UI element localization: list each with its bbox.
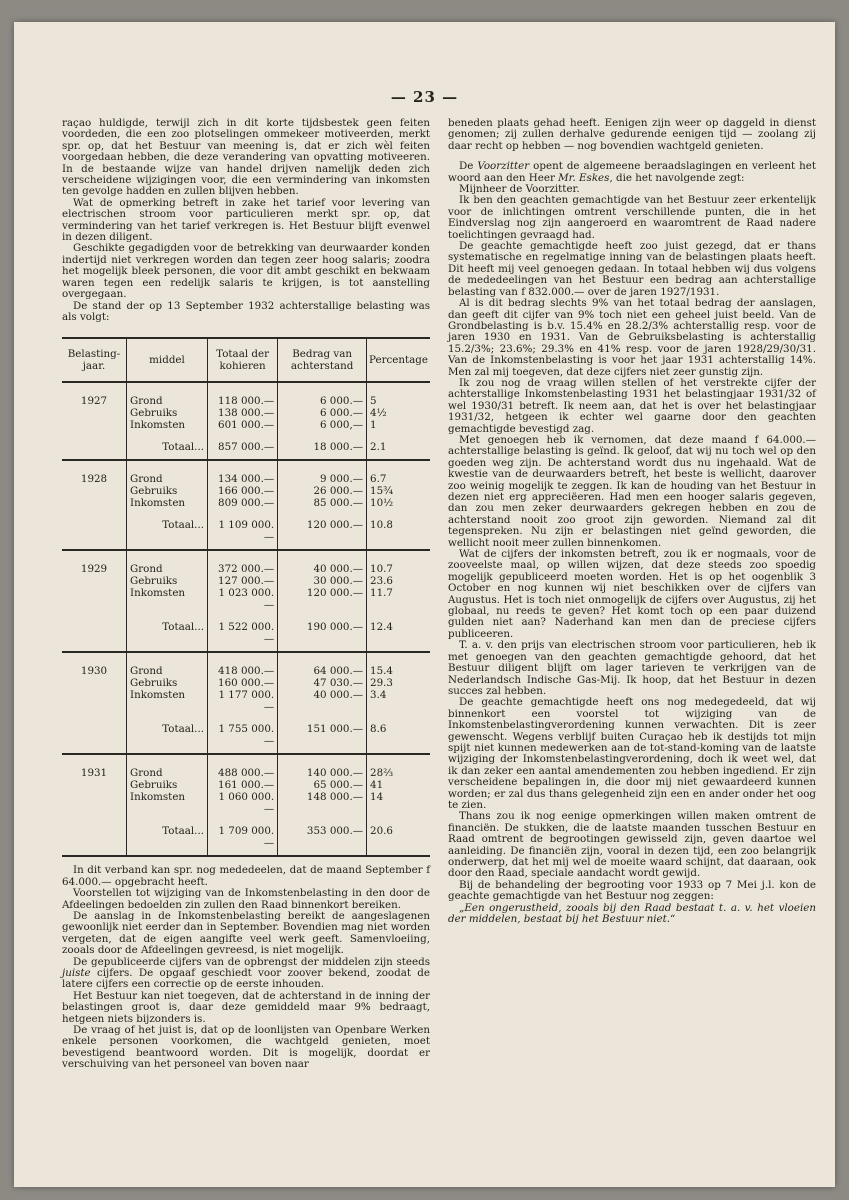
percentage-cell: 15¾ bbox=[367, 485, 430, 497]
percentage-cell: 23.6 bbox=[367, 575, 430, 587]
total-label-cell: Totaal... bbox=[127, 431, 208, 460]
arrears-cell: 6 000,— bbox=[278, 419, 367, 431]
year-cell: 1927 bbox=[80, 395, 108, 408]
year-cell bbox=[62, 485, 127, 497]
speaker-name: Mr. Eskes bbox=[558, 171, 610, 184]
total-cell: 1 709 000.— bbox=[208, 815, 278, 856]
year-cell bbox=[62, 431, 127, 460]
total-cell: 134 000.— bbox=[208, 460, 278, 485]
year-cell bbox=[62, 509, 127, 550]
means-cell: Inkomsten bbox=[127, 587, 208, 611]
year-cell bbox=[62, 575, 127, 587]
speaker-name: Voorzitter bbox=[477, 160, 530, 173]
total-cell: 166 000.— bbox=[208, 485, 278, 497]
table-row bbox=[62, 779, 430, 791]
percentage-cell: 10½ bbox=[367, 497, 430, 509]
text-run: De gepubliceerde cijfers van de opbrengst der middelen zijn steeds bbox=[73, 955, 430, 968]
percentage-cell: 6.7 bbox=[367, 460, 430, 485]
total-cell: 161 000.— bbox=[208, 779, 278, 791]
paragraph: De stand der op 13 September 1932 achterstallige belasting was als volgt: bbox=[62, 299, 430, 323]
total-cell: 857 000.— bbox=[208, 431, 278, 460]
year-cell: 1930 bbox=[80, 665, 108, 678]
arrears-cell: 65 000.— bbox=[278, 779, 367, 791]
total-label-cell: Totaal... bbox=[127, 713, 208, 754]
arrears-cell: 26 000.— bbox=[278, 485, 367, 497]
right-column bbox=[448, 118, 816, 925]
percentage-cell: 20.6 bbox=[367, 815, 430, 856]
table-row bbox=[62, 652, 430, 677]
paragraph: Geschikte gegadigden voor de betrekking van deurwaarder konden indertijd niet verkregen worden dan tegen zeer hoog salaris; zoodra het mogelijk bleek personen, die voor dit ambt geschikt en bekwaam waren tegen een redelijk salaris te krijgen, is tot aanstelling overgegaan. bbox=[62, 242, 430, 301]
header-total: Totaal der kohieren bbox=[208, 338, 278, 382]
text-run: cijfers. De opgaaf geschiedt voor zoover bekend, zoodat de latere cijfers een correctie op de eerste inhouden. bbox=[62, 966, 430, 991]
table-total-row bbox=[62, 509, 430, 550]
means-cell: Gebruiks bbox=[127, 575, 208, 587]
total-cell: 372 000.— bbox=[208, 550, 278, 575]
year-cell bbox=[62, 713, 127, 754]
percentage-cell: 4½ bbox=[367, 407, 430, 419]
text-run: De bbox=[459, 160, 478, 173]
percentage-cell: 29.3 bbox=[367, 677, 430, 689]
arrears-cell: 148 000.— bbox=[278, 791, 367, 815]
percentage-cell: 10.8 bbox=[367, 509, 430, 550]
paragraph: Mijnheer de Voorzitter. bbox=[459, 183, 580, 196]
paragraph: Al is dit bedrag slechts 9% van het totaal bedrag der aanslagen, dan geeft dit cijfer van 9% toch niet een geheel juist beeld. Van de Grondbelasting is b.v. 15.4% en 28.2/3% achterstallig resp. voor de jaren 1930 en 1931. Van de Gebruiksbelasting is achterstallig 15.2/3%; 23.6%; 29.3% en 41% resp. voor de jaren 1928/29/30/31. Van de Inkomstenbelasting is voor het jaar 1931 achterstallig 14%. Men zal mij toegeven, dat deze cijfers niet zeer gunstig zijn. bbox=[448, 297, 816, 378]
paragraph: raçao huldigde, terwijl zich in dit korte tijdsbestek geen feiten voordeden, die een zoo plotselingen ommekeer motiveerden, merkt spr. op, dat het Bestuur van meening is, dat er zich wèl feiten voorgedaan hebben, die deze verandering van opvatting motiveeren. In de bestaande wijze van handel drijven namelijk deden zich verscheidene wijzigingen voor, die een vermindering van inkomsten ten gevolge hadden en zullen blijven hebben. bbox=[62, 117, 430, 198]
text-run: opent de algemeene beraadslagingen en verleent het woord aan den Heer bbox=[448, 160, 817, 184]
arrears-cell: 140 000.— bbox=[278, 754, 367, 779]
newspaper-page bbox=[14, 22, 835, 1187]
total-cell: 1 755 000.— bbox=[208, 713, 278, 754]
arrears-table bbox=[62, 337, 430, 857]
header-percentage: Percentage bbox=[367, 338, 430, 382]
arrears-cell: 30 000.— bbox=[278, 575, 367, 587]
left-column bbox=[62, 118, 430, 1071]
total-cell: 1 522 000.— bbox=[208, 611, 278, 652]
paragraph: Het Bestuur kan niet toegeven, dat de achterstand in de inning der belastingen groot is, daar deze gemiddeld maar 9% bedraagt, hetgeen niets bijzonders is. bbox=[62, 989, 430, 1025]
total-label-cell: Totaal... bbox=[127, 509, 208, 550]
table-row bbox=[62, 497, 430, 509]
table-body bbox=[62, 382, 430, 856]
header-arrears: Bedrag van achterstand bbox=[278, 338, 367, 382]
total-cell: 1 060 000.— bbox=[208, 791, 278, 815]
paragraph: beneden plaats gehad heeft. Eenigen zijn weer op daggeld in dienst genomen; zij zullen derhalve gedurende eenigen tijd — zoolang zij daar recht op hebben — nog bovendien wachtgeld genieten. bbox=[448, 117, 816, 152]
year-cell: 1931 bbox=[80, 767, 108, 780]
means-cell: Gebruiks bbox=[127, 677, 208, 689]
paragraph: Met genoegen heb ik vernomen, dat deze maand f 64.000.— achterstallige belasting is geïnd. Ik geloof, dat wij nu toch wel op den goeden weg zijn. De achterstand wordt dus nu ingehaald. Wat de kwestie van de deurwaarders betreft, het beste is wellicht, daarover zoo weinig mogelijk te zeggen. Ik kan de houding van het Bestuur in dezen niet erg appreciëeren. Had men een hooger salaris gegeven, dan zou men zeker deurwaarders gekregen hebben en zou de achterstand nooit zoo groot zijn geworden. Niemand zal dit tegenspreken. Nu zijn er belastingen niet geïnd geworden, die wellicht nooit meer zullen binnenkomen. bbox=[448, 433, 816, 549]
arrears-cell: 47 030.— bbox=[278, 677, 367, 689]
year-cell bbox=[62, 419, 127, 431]
paragraph: De geachte gemachtigde heeft zoo juist gezegd, dat er thans systematische en regelmatige inning van de belastingen plaats heeft. Dit heeft mij veel genoegen gedaan. In totaal hebben wij dus volgens de mededeelingen van het Bestuur een bedrag aan achterstallige belasting van f 832.000.— over de jaren 1927/1931. bbox=[448, 240, 816, 298]
total-label-cell: Totaal... bbox=[127, 611, 208, 652]
percentage-cell: 3.4 bbox=[367, 689, 430, 713]
quote: „Een ongerustheid, zooals bij den Raad bestaat t. a. v. het vloeien der middelen, bestaat bij het Bestuur niet.“ bbox=[448, 901, 816, 926]
means-cell: Inkomsten bbox=[127, 419, 208, 431]
table-row bbox=[62, 460, 430, 485]
total-cell: 601 000.— bbox=[208, 419, 278, 431]
total-cell: 418 000.— bbox=[208, 652, 278, 677]
arrears-cell: 18 000.— bbox=[278, 431, 367, 460]
paragraph: Ik ben den geachten gemachtigde van het Bestuur zeer erkentelijk voor de inlichtingen omtrent verschillende punten, die in het Eindverslag nog zijn aangeroerd en waaromtrent de Raad nadere toelichtingen gevraagd had. bbox=[448, 194, 816, 241]
arrears-cell: 120 000.— bbox=[278, 587, 367, 611]
paragraph: Voorstellen tot wijziging van de Inkomstenbelasting in den door de Afdeelingen bedoelden zin zullen den Raad binnenkort bereiken. bbox=[62, 887, 430, 911]
paragraph: De geachte gemachtigde heeft ons nog medegedeeld, dat wij binnenkort een voorstel tot wijziging van de Inkomstenbelastingverordening kunnen verwachten. Dit is zeer gewenscht. Wegens verblijf buiten Curaçao heb ik destijds tot mijn spijt niet kunnen medewerken aan de tot-stand-koming van de laatste wijziging der Inkomstenbelastingverordening, doch ik weet wel, dat ik dan zeker een aantal amendementen zou hebben ingediend. Er zijn verscheidene bepalingen in, die door mij niet gewaardeerd kunnen worden; er zal dus thans gelegenheid zijn een en ander onder het oog te zien. bbox=[448, 696, 816, 811]
percentage-cell: 11.7 bbox=[367, 587, 430, 611]
table-total-row bbox=[62, 611, 430, 652]
year-cell bbox=[62, 815, 127, 856]
percentage-cell: 12.4 bbox=[367, 611, 430, 652]
means-cell: Grond bbox=[127, 754, 208, 779]
total-cell: 1 177 000.— bbox=[208, 689, 278, 713]
paragraph: Thans zou ik nog eenige opmerkingen willen maken omtrent de financiën. De stukken, die de laatste maanden tusschen Bestuur en Raad omtrent de begrootingen gewisseld zijn, geven daartoe wel aanleiding. De financiën zijn, vooral in dezen tijd, een zoo belangrijk onderwerp, dat het mij wel de moeite waard schijnt, dat daaraan, ook door den Raad, speciale aandacht wordt gewijd. bbox=[448, 810, 816, 880]
arrears-cell: 85 000.— bbox=[278, 497, 367, 509]
page-number: — 23 — bbox=[390, 88, 459, 106]
year-cell bbox=[62, 587, 127, 611]
paragraph bbox=[448, 161, 816, 184]
means-cell: Inkomsten bbox=[127, 791, 208, 815]
total-cell: 1 023 000.— bbox=[208, 587, 278, 611]
arrears-cell: 40 000.— bbox=[278, 689, 367, 713]
year-cell bbox=[62, 611, 127, 652]
emphasis: juiste bbox=[62, 966, 91, 979]
arrears-cell: 6 000.— bbox=[278, 382, 367, 407]
means-cell: Grond bbox=[127, 382, 208, 407]
table-row bbox=[62, 677, 430, 689]
percentage-cell: 5 bbox=[367, 382, 430, 407]
percentage-cell: 28⅔ bbox=[367, 754, 430, 779]
means-cell: Inkomsten bbox=[127, 497, 208, 509]
table-row bbox=[62, 575, 430, 587]
paragraph: In dit verband kan spr. nog mededeelen, dat de maand September f 64.000.— opgebracht heeft. bbox=[62, 864, 430, 888]
paragraph: Wat de opmerking betreft in zake het tarief voor levering van electrischen stroom voor particulieren merkt spr. op, dat vermindering van het tarief verkregen is. Het Bestuur blijft evenwel in dezen diligent. bbox=[62, 196, 430, 244]
percentage-cell: 14 bbox=[367, 791, 430, 815]
arrears-cell: 64 000.— bbox=[278, 652, 367, 677]
table-row bbox=[62, 550, 430, 575]
paragraph: Bij de behandeling der begrooting voor 1933 op 7 Mei j.l. kon de geachte gemachtigde van het Bestuur nog zeggen: bbox=[448, 878, 816, 903]
table-header-row bbox=[62, 338, 430, 382]
total-label-cell: Totaal... bbox=[127, 815, 208, 856]
table-row bbox=[62, 419, 430, 431]
percentage-cell: 10.7 bbox=[367, 550, 430, 575]
paragraph: T. a. v. den prijs van electrischen stroom voor particulieren, heb ik met genoegen van den geachten gemachtigde gehoord, dat het Bestuur diligent blijft om lager tarieven te verkrijgen van de Nederlandsch Indische Gas-Mij. Ik hoop, dat het Bestuur in dezen succes zal hebben. bbox=[448, 639, 816, 697]
table-total-row bbox=[62, 713, 430, 754]
year-cell bbox=[62, 677, 127, 689]
year-cell: 1929 bbox=[80, 563, 108, 576]
percentage-cell: 8.6 bbox=[367, 713, 430, 754]
total-cell: 138 000.— bbox=[208, 407, 278, 419]
means-cell: Gebruiks bbox=[127, 485, 208, 497]
means-cell: Gebruiks bbox=[127, 407, 208, 419]
paragraph: Ik zou nog de vraag willen stellen of het verstrekte cijfer der achterstallige Inkomstenbelasting 1931 het belastingjaar 1931/32 of wel 1930/31 betreft. Ik neem aan, dat het is over het belastingjaar 1931/32, hetgeen ik echter wel gaarne door den geachten gemachtigde bevestigd zag. bbox=[448, 376, 816, 435]
arrears-cell: 151 000.— bbox=[278, 713, 367, 754]
table-row bbox=[62, 791, 430, 815]
total-cell: 160 000.— bbox=[208, 677, 278, 689]
year-cell bbox=[62, 497, 127, 509]
means-cell: Grond bbox=[127, 550, 208, 575]
means-cell: Grond bbox=[127, 460, 208, 485]
means-cell: Gebruiks bbox=[127, 779, 208, 791]
arrears-cell: 353 000.— bbox=[278, 815, 367, 856]
text-run: , die het navolgende zegt: bbox=[609, 171, 745, 184]
table-row bbox=[62, 754, 430, 779]
arrears-cell: 40 000.— bbox=[278, 550, 367, 575]
percentage-cell: 2.1 bbox=[367, 431, 430, 460]
arrears-cell: 120 000.— bbox=[278, 509, 367, 550]
year-cell bbox=[62, 791, 127, 815]
table-row bbox=[62, 485, 430, 497]
table-row bbox=[62, 689, 430, 713]
percentage-cell: 15.4 bbox=[367, 652, 430, 677]
header-means: middel bbox=[127, 338, 208, 382]
paragraph: De vraag of het juist is, dat op de loonlijsten van Openbare Werken enkele personen voorkomen, die wachtgeld genieten, moet bevestigend beantwoord worden. Dit is mogelijk, doordat er verschuiving van het personeel van boven naar bbox=[62, 1024, 430, 1071]
means-cell: Grond bbox=[127, 652, 208, 677]
arrears-cell: 9 000.— bbox=[278, 460, 367, 485]
table-total-row bbox=[62, 815, 430, 856]
header-year: Belasting-jaar. bbox=[62, 338, 127, 382]
arrears-cell: 190 000.— bbox=[278, 611, 367, 652]
means-cell: Inkomsten bbox=[127, 689, 208, 713]
table-row bbox=[62, 587, 430, 611]
table-total-row bbox=[62, 431, 430, 460]
year-cell bbox=[62, 779, 127, 791]
year-cell bbox=[62, 407, 127, 419]
arrears-cell: 6 000.— bbox=[278, 407, 367, 419]
year-cell bbox=[62, 689, 127, 713]
total-cell: 127 000.— bbox=[208, 575, 278, 587]
year-cell: 1928 bbox=[80, 473, 108, 486]
table-row bbox=[62, 382, 430, 407]
total-cell: 118 000.— bbox=[208, 382, 278, 407]
paragraph bbox=[62, 957, 430, 991]
table-row bbox=[62, 407, 430, 419]
total-cell: 1 109 000.— bbox=[208, 509, 278, 550]
percentage-cell: 1 bbox=[367, 419, 430, 431]
paragraph: Wat de cijfers der inkomsten betreft, zou ik er nogmaals, voor de zooveelste maal, op willen wijzen, dat deze steeds zoo spoedig mogelijk gepubliceerd moeten worden. Het is op het oogenblik 3 October en nog kunnen wij niet beschikken over de cijfers van Augustus. Het is toch niet onmogelijk de cijfers over Augustus, zij het globaal, nu reeds te geven? Het komt toch op een paar duizend gulden niet aan? Naderhand kan men dan de preciese cijfers publiceeren. bbox=[448, 548, 816, 640]
paragraph: De aanslag in de Inkomstenbelasting bereikt de aangeslagenen gewoonlijk niet eerder dan in September. Bovendien mag niet worden vergeten, dat de eigen aangifte veel werk geeft. Samenvloeiing, zooals door de Afdeelingen gevreesd, is niet mogelijk. bbox=[62, 909, 430, 957]
percentage-cell: 41 bbox=[367, 779, 430, 791]
total-cell: 488 000.— bbox=[208, 754, 278, 779]
total-cell: 809 000.— bbox=[208, 497, 278, 509]
